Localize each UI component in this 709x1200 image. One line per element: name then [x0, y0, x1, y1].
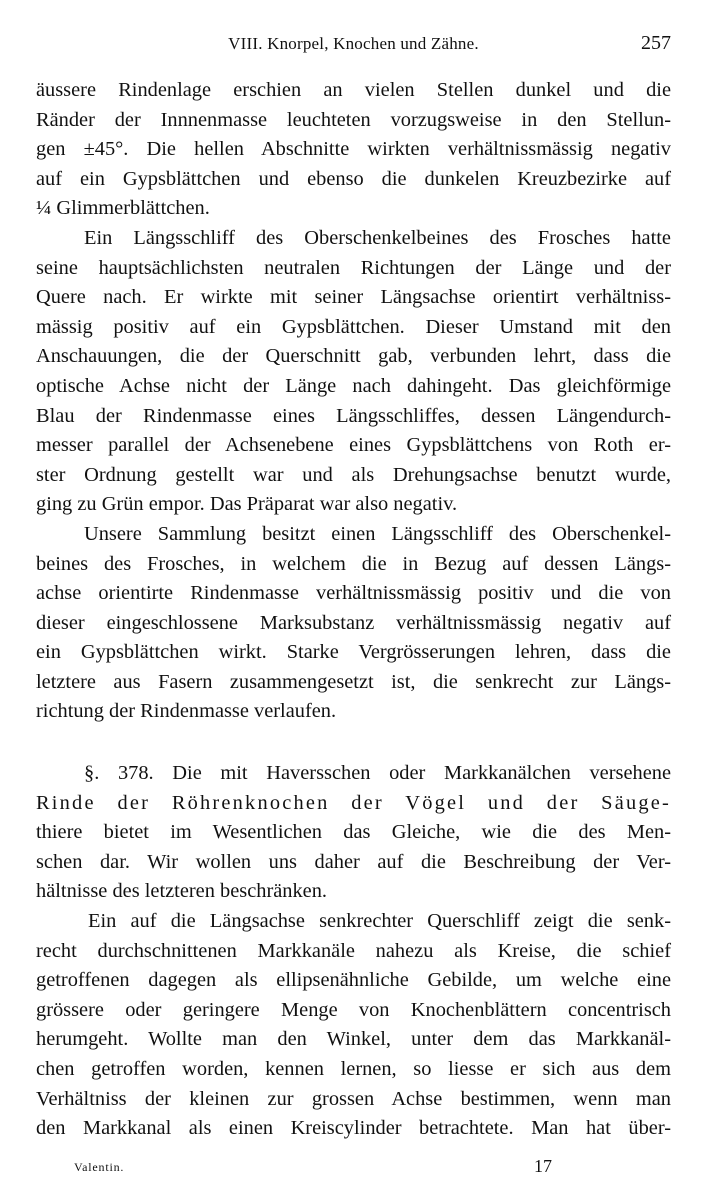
text-line: Unsere Sammlung besitzt einen Längsschliff des Oberschenkel-	[84, 522, 671, 545]
text-line: Anschauungen, die der Querschnitt gab, verbunden lehrt, dass die	[36, 345, 671, 368]
text-line: Ränder der Innnenmasse leuchteten vorzugsweise in den Stellun-	[36, 108, 671, 131]
text-line: achse orientirte Rindenmasse verhältnissmässig positiv und die von	[36, 582, 671, 605]
text-line: Ein Längsschliff des Oberschenkelbeines des Frosches hatte	[84, 226, 671, 249]
text-line: ster Ordnung gestellt war und als Drehungsachse benutzt wurde,	[36, 463, 671, 486]
text-line: Rinde der Röhrenknochen der Vögel und der Säuge-	[36, 791, 671, 814]
text-line: getroffenen dagegen als ellipsenähnliche Gebilde, um welche eine	[36, 969, 671, 992]
text-line: letztere aus Fasern zusammengesetzt ist, die senkrecht zur Längs-	[36, 670, 671, 693]
text-line: ¼ Glimmerblättchen.	[36, 197, 210, 220]
text-line: auf ein Gypsblättchen und ebenso die dunkelen Kreuzbezirke auf	[36, 167, 671, 190]
section-gap	[36, 727, 671, 759]
text-line: optische Achse nicht der Länge nach dahingeht. Das gleichförmige	[36, 374, 671, 397]
text-line: Ein auf die Längsachse senkrechter Querschliff zeigt die senk-	[88, 910, 671, 933]
signature-mark: 17	[534, 1156, 552, 1176]
text-line: gen ±45°. Die hellen Abschnitte wirkten verhältnissmässig negativ	[36, 138, 671, 161]
author-footer: Valentin.	[74, 1160, 125, 1174]
text-line: Verhältniss der kleinen zur grossen Achse bestimmen, wenn man	[36, 1087, 671, 1110]
running-header	[36, 32, 671, 60]
chapter-title: VIII. Knorpel, Knochen und Zähne.	[228, 34, 479, 53]
text-line: grössere oder geringere Menge von Knochenblättern concentrisch	[36, 998, 671, 1021]
text-line: dieser eingeschlossene Marksubstanz verhältnissmässig negativ auf	[36, 611, 671, 634]
text-line: recht durchschnittenen Markkanäle nahezu als Kreise, die schief	[36, 939, 671, 962]
text-line: äussere Rindenlage erschien an vielen Stellen dunkel und die	[36, 79, 671, 101]
body-text	[36, 76, 671, 1144]
page-footer	[36, 1156, 671, 1180]
text-line: herumgeht. Wollte man den Winkel, unter dem das Markkanäl-	[36, 1028, 671, 1051]
text-line: mässig positiv auf ein Gypsblättchen. Dieser Umstand mit den	[36, 315, 671, 338]
text-line: messer parallel der Achsenebene eines Gypsblättchens von Roth er-	[36, 434, 671, 457]
section-heading-line: §. 378. Die mit Haversschen oder Markkanälchen versehene	[84, 762, 671, 785]
text-line: hältnisse des letzteren beschränken.	[36, 880, 328, 903]
text-line: chen getroffen worden, kennen lernen, so liesse er sich aus dem	[36, 1058, 671, 1080]
text-line: Blau der Rindenmasse eines Längsschliffes, dessen Längendurch-	[36, 404, 671, 427]
text-line: ein Gypsblättchen wirkt. Starke Vergrösserungen lehren, dass die	[36, 641, 671, 664]
text-line: beines des Frosches, in welchem die in Bezug auf dessen Längs-	[36, 552, 671, 575]
text-line: thiere bietet im Wesentlichen das Gleiche, wie die des Men-	[36, 821, 671, 844]
text-line: schen dar. Wir wollen uns daher auf die Beschreibung der Ver-	[36, 850, 671, 873]
text-line: seine hauptsächlichsten neutralen Richtungen der Länge und der	[36, 256, 671, 279]
text-line: Quere nach. Er wirkte mit seiner Längsachse orientirt verhältniss-	[36, 286, 671, 309]
page-number: 257	[641, 32, 671, 54]
text-line: ging zu Grün empor. Das Präparat war also negativ.	[36, 493, 458, 516]
text-line: den Markkanal als einen Kreiscylinder betrachtete. Man hat über-	[36, 1117, 671, 1140]
text-line: richtung der Rindenmasse verlaufen.	[36, 700, 337, 723]
